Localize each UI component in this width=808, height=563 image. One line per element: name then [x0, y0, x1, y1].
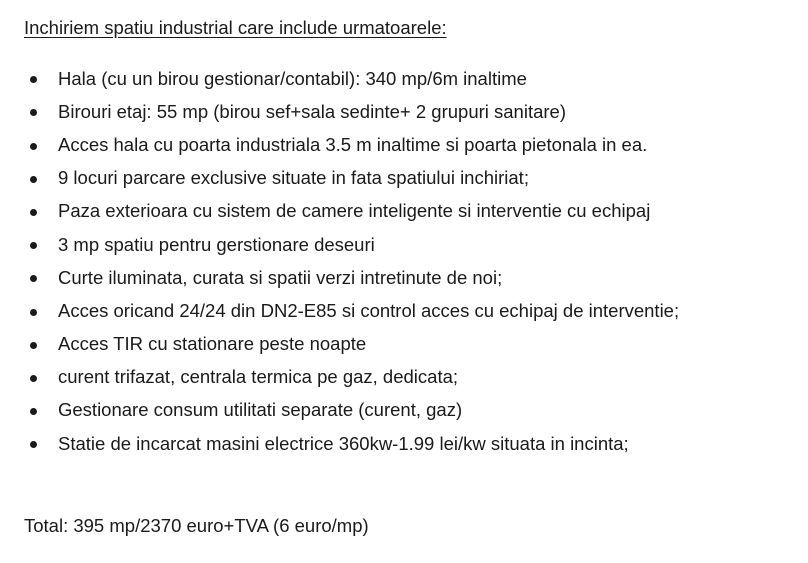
list-item: [24, 162, 800, 195]
document: [24, 14, 800, 540]
bullet-icon: [24, 366, 58, 388]
list-item: [24, 195, 800, 228]
list-item: [24, 361, 800, 394]
bullet-icon: [24, 234, 58, 256]
list-item: [24, 95, 800, 128]
bullet-icon: [24, 267, 58, 289]
list-item: [24, 394, 800, 427]
bullet-icon: [24, 333, 58, 355]
list-item-text: Statie de incarcat masini electrice 360kw-1.99 lei/kw situata in incinta;: [58, 432, 629, 454]
list-item-text: Curte iluminata, curata si spatii verzi intretinute de noi;: [58, 266, 503, 288]
list-item: [24, 328, 800, 361]
list-item-text: 9 locuri parcare exclusive situate in fata spatiului inchiriat;: [58, 167, 529, 189]
list-item: [24, 427, 800, 460]
list-item-text: Gestionare consum utilitati separate (curent, gaz): [58, 399, 463, 421]
list-item-text: Birouri etaj: 55 mp (birou sef+sala sedinte+ 2 grupuri sanitare): [58, 100, 566, 122]
bullet-icon: [24, 134, 58, 156]
total-price: Total: 395 mp/2370 euro+TVA (6 euro/mp): [24, 515, 369, 537]
list-item-text: curent trifazat, centrala termica pe gaz, dedicata;: [58, 366, 459, 388]
bullet-icon: [24, 167, 58, 189]
list-item: [24, 261, 800, 294]
list-item: [24, 128, 800, 161]
list-item-text: 3 mp spatiu pentru gerstionare deseuri: [58, 233, 375, 255]
list-item: [24, 62, 800, 95]
list-item-text: Acces oricand 24/24 din DN2-E85 si control acces cu echipaj de interventie;: [58, 299, 680, 321]
list-item: [24, 294, 800, 327]
bullet-icon: [24, 300, 58, 322]
bullet-icon: [24, 433, 58, 455]
list-item-text: Acces TIR cu stationare peste noapte: [58, 333, 367, 355]
list-item-text: Acces hala cu poarta industriala 3.5 m inaltime si poarta pietonala in ea.: [58, 133, 648, 155]
bullet-icon: [24, 101, 58, 123]
list-item-text: Paza exterioara cu sistem de camere inteligente si interventie cu echipaj: [58, 200, 651, 222]
document-heading: Inchiriem spatiu industrial care include urmatoarele:: [24, 17, 447, 38]
feature-list: [24, 62, 800, 460]
bullet-icon: [24, 399, 58, 421]
bullet-icon: [24, 68, 58, 90]
list-item-text: Hala (cu un birou gestionar/contabil): 340 mp/6m inaltime: [58, 67, 527, 89]
bullet-icon: [24, 200, 58, 222]
list-item: [24, 228, 800, 261]
